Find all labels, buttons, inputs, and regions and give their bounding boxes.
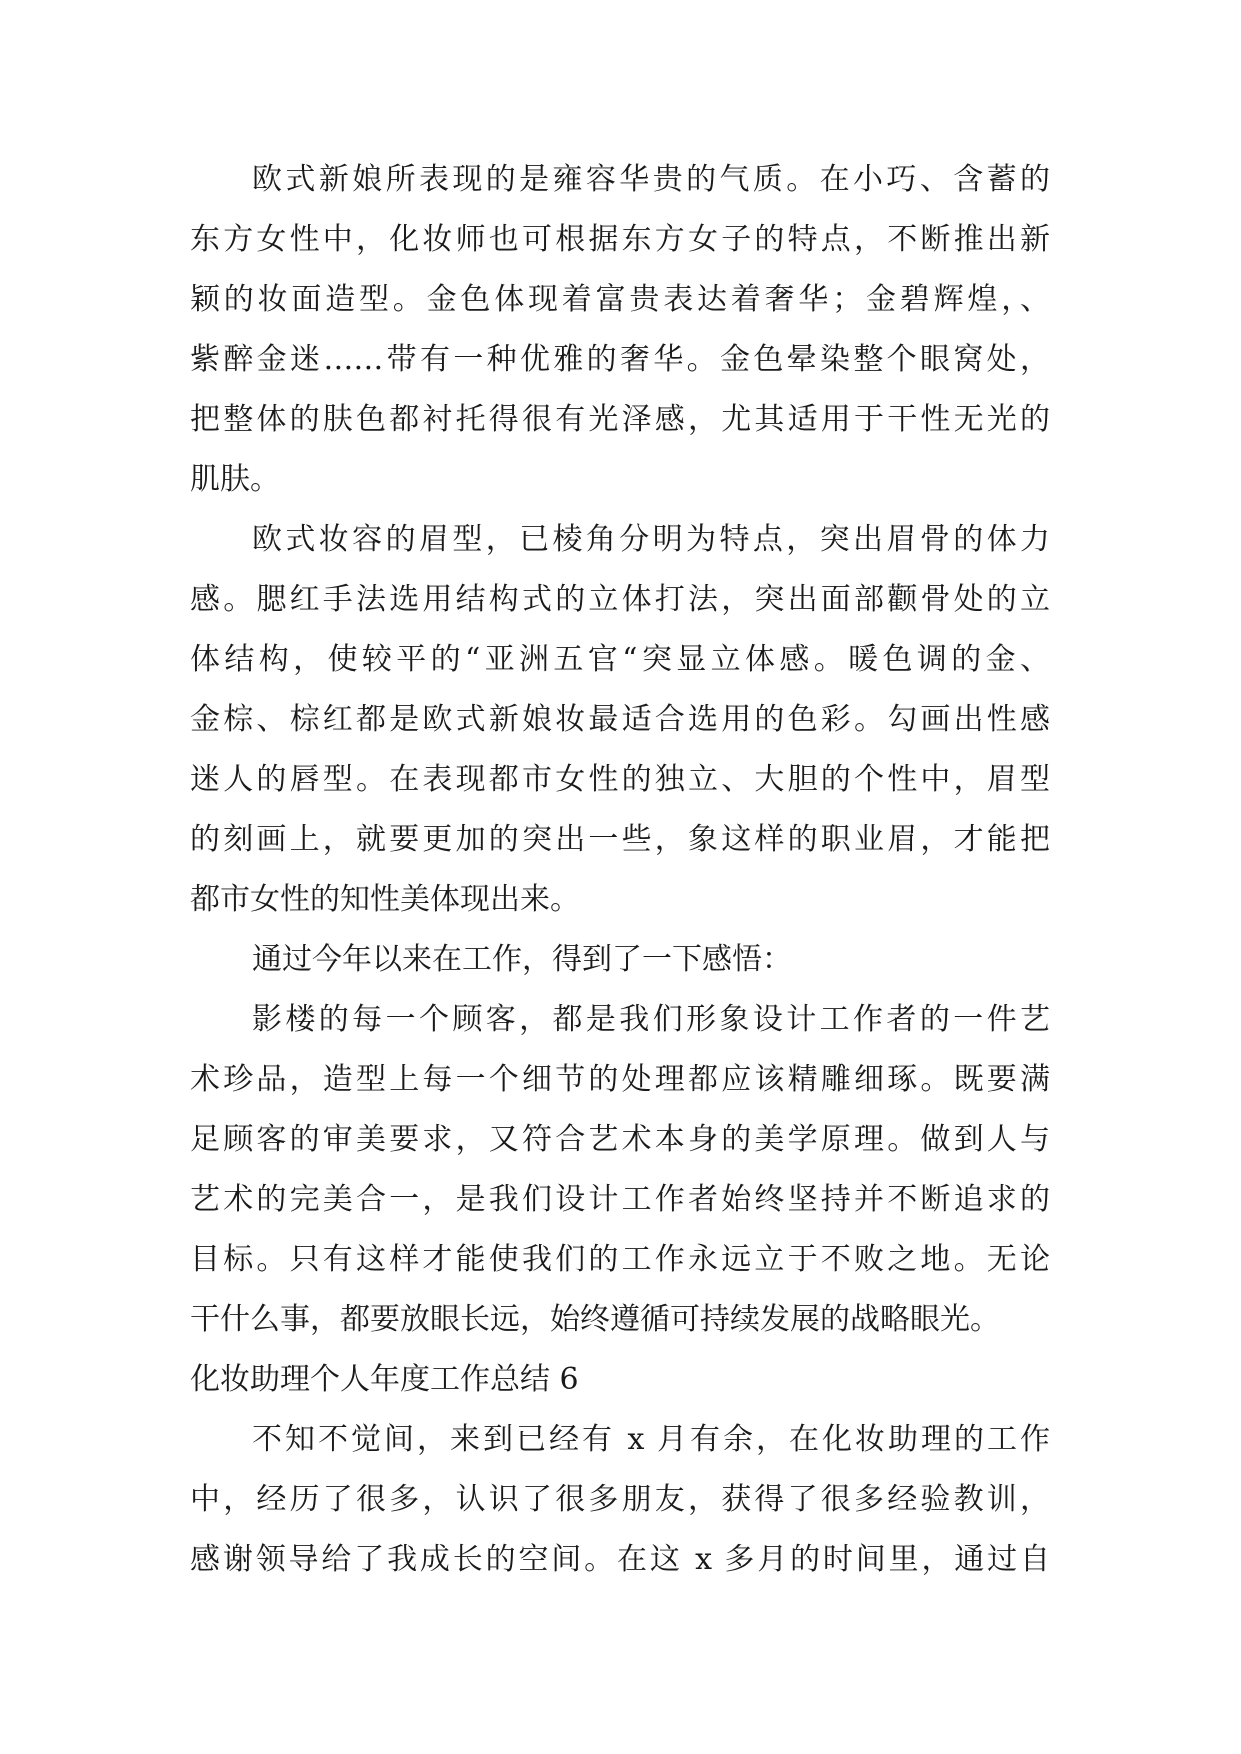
text-line: 术珍品，造型上每一个细节的处理都应该精雕细琢。既要满 — [190, 1062, 1050, 1097]
text-line: 干什么事，都要放眼长远，始终遵循可持续发展的战略眼光。 — [190, 1302, 1000, 1337]
text-line: 紫醉金迷……带有一种优雅的奢华。金色晕染整个眼窝处， — [190, 342, 1050, 377]
text-line: 艺术的完美合一，是我们设计工作者始终坚持并不断追求的 — [190, 1182, 1050, 1217]
text-line: 欧式妆容的眉型，已棱角分明为特点，突出眉骨的体力 — [252, 522, 1050, 557]
text-line: 肌肤。 — [190, 462, 280, 497]
text-line: 迷人的唇型。在表现都市女性的独立、大胆的个性中，眉型 — [190, 762, 1050, 797]
text-line: 感谢领导给了我成长的空间。在这 x 多月的时间里，通过自 — [190, 1542, 1050, 1577]
text-line: 都市女性的知性美体现出来。 — [190, 882, 580, 917]
text-line: 通过今年以来在工作，得到了一下感悟： — [252, 942, 792, 977]
text-line: 欧式新娘所表现的是雍容华贵的气质。在小巧、含蓄的 — [252, 162, 1050, 197]
text-line: 把整体的肤色都衬托得很有光泽感，尤其适用于干性无光的 — [190, 402, 1050, 437]
text-line: 体结构，使较平的“亚洲五官“突显立体感。暖色调的金、 — [190, 642, 1050, 677]
text-line: 颖的妆面造型。金色体现着富贵表达着奢华；金碧辉煌，、 — [190, 282, 1050, 317]
text-line: 感。腮红手法选用结构式的立体打法，突出面部颧骨处的立 — [190, 582, 1050, 617]
section-heading: 化妆助理个人年度工作总结 6 — [190, 1362, 579, 1397]
text-line: 足顾客的审美要求，又符合艺术本身的美学原理。做到人与 — [190, 1122, 1050, 1157]
text-line: 影楼的每一个顾客，都是我们形象设计工作者的一件艺 — [252, 1002, 1050, 1037]
text-line: 目标。只有这样才能使我们的工作永远立于不败之地。无论 — [190, 1242, 1050, 1277]
text-line: 金棕、棕红都是欧式新娘妆最适合选用的色彩。勾画出性感 — [190, 702, 1050, 737]
text-line: 的刻画上，就要更加的突出一些，象这样的职业眉，才能把 — [190, 822, 1050, 857]
text-line: 东方女性中，化妆师也可根据东方女子的特点，不断推出新 — [190, 222, 1050, 257]
text-line: 中，经历了很多，认识了很多朋友，获得了很多经验教训， — [190, 1482, 1050, 1517]
text-line: 不知不觉间，来到已经有 x 月有余，在化妆助理的工作 — [252, 1422, 1050, 1457]
